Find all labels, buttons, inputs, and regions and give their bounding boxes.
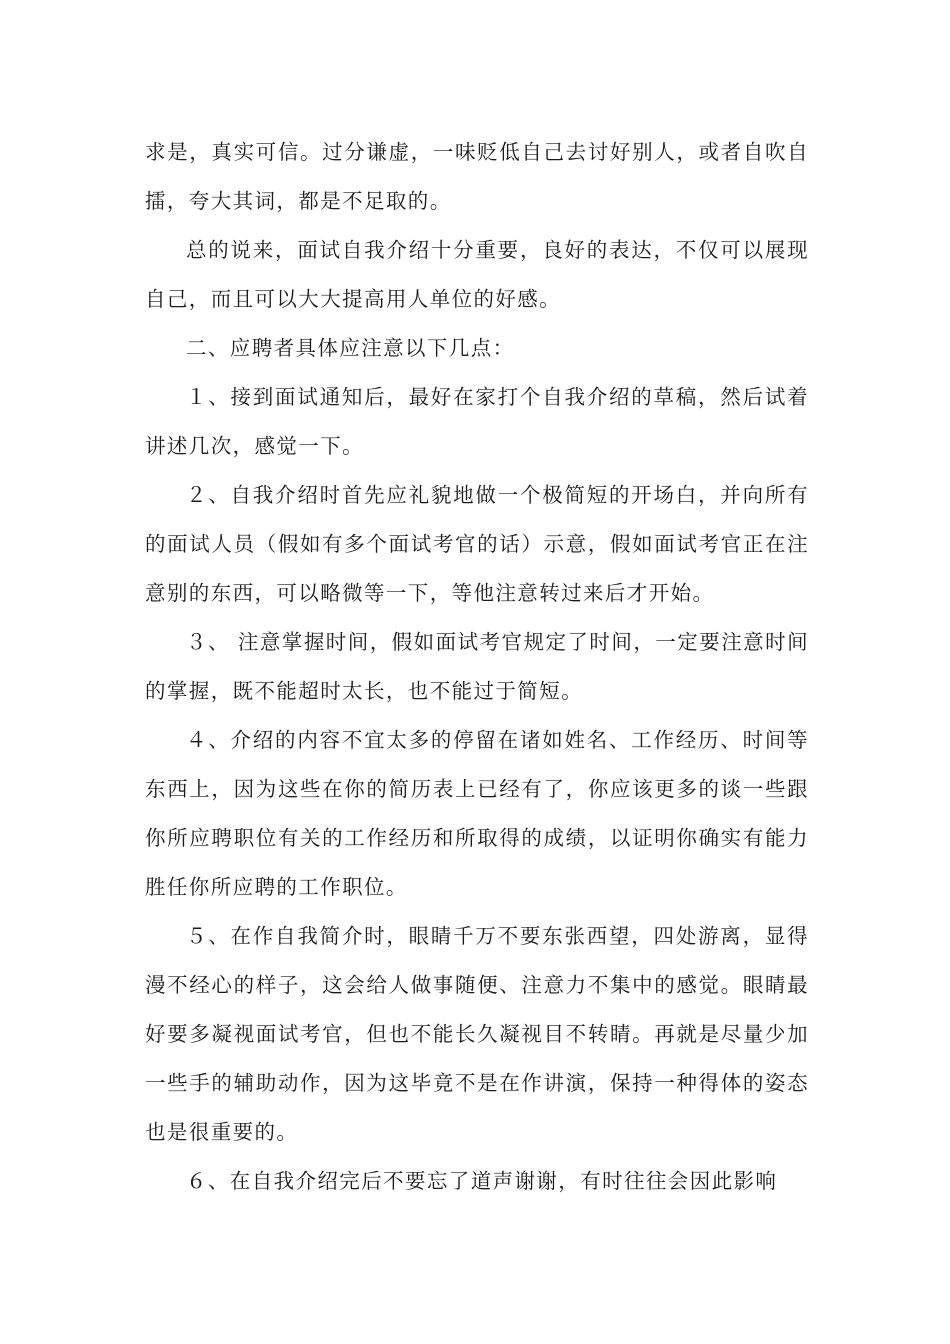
list-item-3: ３、 注意掌握时间，假如面试考官规定了时间，一定要注意时间的掌握，既不能超时太长，也不能过于简短。 bbox=[145, 630, 809, 703]
paragraph-continuation: 求是，真实可信。过分谦虚，一味贬低自己去讨好别人，或者自吹自擂，夸大其词，都是不足取的。 bbox=[145, 140, 809, 213]
list-item-6: ６、在自我介绍完后不要忘了道声谢谢，有时往往会因此影响 bbox=[186, 1169, 778, 1193]
list-item-1: １、接到面试通知后，最好在家打个自我介绍的草稿，然后试着讲述几次，感觉一下。 bbox=[145, 385, 809, 458]
list-item-4: ４、介绍的内容不宜太多的停留在诸如姓名、工作经历、时间等东西上，因为这些在你的简历表上已经有了，你应该更多的谈一些跟你所应聘职位有关的工作经历和所取得的成绩，以证明你确实有能力胜任你所应聘的工作职位。 bbox=[145, 728, 809, 899]
section-heading: 二、应聘者具体应注意以下几点： bbox=[186, 336, 515, 360]
document-body bbox=[145, 128, 809, 1206]
list-item-2: ２、自我介绍时首先应礼貌地做一个极简短的开场白，并向所有的面试人员（假如有多个面试考官的话）示意，假如面试考官正在注意别的东西，可以略微等一下，等他注意转过来后才开始。 bbox=[145, 483, 809, 605]
paragraph-summary: 总的说来，面试自我介绍十分重要，良好的表达，不仅可以展现自己，而且可以大大提高用人单位的好感。 bbox=[145, 238, 809, 311]
list-item-5: ５、在作自我简介时，眼睛千万不要东张西望，四处游离，显得漫不经心的样子，这会给人做事随便、注意力不集中的感觉。眼睛最好要多凝视面试考官，但也不能长久凝视目不转睛。再就是尽量少加一些手的辅助动作，因为这毕竟不是在作讲演，保持一种得体的姿态也是很重要的。 bbox=[145, 924, 809, 1144]
